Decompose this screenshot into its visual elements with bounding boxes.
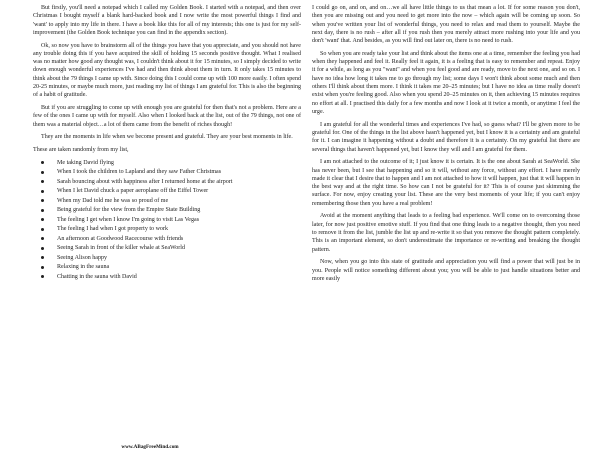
list-item: Me taking David flying (57, 159, 301, 167)
paragraph: But if you are struggling to come up with enough you are grateful for then that's not a problem. Here are a few of the ones I came up with for myself. Also when I looked back at the list, out of the 79 things, not one of them was a material object…a lot of them came from the benefit of riches though! (33, 105, 301, 128)
paragraph: I am grateful for all the wonderful times and experiences I've had, so guess what? I'll be given more to be grateful for. One of the things in the list above hasn't happened yet, but I know it is a certainty and am grateful for it. I can imagine it happening without a doubt and therefore it is a certainty. On my grateful list there are several things that haven't happened yet, but I know they will and I am grateful for them. (312, 121, 580, 153)
moments-list (33, 159, 301, 281)
list-item: The feeling I get when I know I'm going to visit Las Vegas (57, 216, 301, 224)
paragraph: Now, when you go into this state of gratitude and appreciation you will find a power that will just be in you. People will notice something different about you; you will be able to just handle situations better and more easily (312, 259, 580, 282)
paragraph: Avoid at the moment anything that leads to a feeling bad experience. We'll come on to overcoming those later, for now just positive emotive stuff. If you find that one thing leads to a negative thought, then you need to remove it from the list, jumble the list up and re-write it so that you remove the thought pattern completely. This is an important element, so don't underestimate the importance or re-writing and breaking the thought pattern. (312, 213, 580, 253)
list-item: Sarah bouncing about with happiness after I returned home at the airport (57, 178, 301, 186)
list-item: Chatting in the sauna with David (57, 273, 301, 281)
paragraph: I could go on, and on, and on…we all have little things to us that mean a lot. If for some reason you don't, then you are missing out and you need to get more into the now – which again will be coming up soon. So when you've written your list of wonderful things, you need to relax and read them to yourself. Maybe the next day, there is no rush – after all if you rush then you merely attract more rushing into your life and you don't 'want' that. And besides, as you will find out later on, there is no need to rush. (312, 5, 580, 45)
paragraph: Ok, so now you have to brainstorm all of the things you have that you appreciate, and you should not have any trouble doing this if you have acquired the skill of holding 15 seconds positive thought. What I realised was no matter how good any thought was, I couldn't think about it for 15 minutes, so I simply decided to write down enough wonderful experiences I've had and then think about them in turn. It only takes 15 minutes to think about the 79 things I came up with. Since doing this I could come up with 100 more easily. I often spend 20-25 minutes, or maybe much more, just reading my list of things I am grateful for. This is also the beginning of a habit of gratitude. (33, 42, 301, 99)
paragraph: I am not attached to the outcome of it; I just know it is certain. It is the one about Sarah at SeaWorld. She has never been, but I see that happening and so it will, without any force, without any effort. I have merely made it clear that I desire that to happen and I am not attached to how it will happen, just that it will happen in the best way and at the right time. So how can I not be grateful for it? This is of course just skimming the surface. For now, enjoy creating your list. These are the very best moments of your life; if you can't enjoy remembering those then you have a real problem! (312, 159, 580, 207)
paragraph: But firstly, you'll need a notepad which I called my Golden Book. I started with a notepad, and then over Christmas I bought myself a blank hard-backed book and I now write the most powerful things I find and 'want' to apply into my life in there. I have a book like this for all of my interests; this one is just for my self- improvement (the Golden Book technique you can find in the appendix section). (33, 5, 301, 36)
list-item: The feeling I had when I got property to work (57, 225, 301, 233)
list-item: When my Dad told me he was so proud of me (57, 197, 301, 205)
right-page (312, 4, 580, 288)
website-footer: www.ABagFreeMind.com (121, 444, 179, 450)
list-item: When I let David chuck a paper aeroplane off the Eiffel Tower (57, 187, 301, 195)
list-item: An afternoon at Goodwood Racecourse with friends (57, 235, 301, 243)
list-item: When I took the children to Lapland and they saw Father Christmas (57, 168, 301, 176)
paragraph: So when you are ready take your list and think about the items one at a time, remember the feeling you had when they happened and feel it. Really feel it again, it is a feeling that is easy to remember and repeat. Enjoy it for a while, as long as you "want" and when you feel good and are ready, move to the next one, and so on. I have no idea how long it takes me to go through my list; some days I won't think about some much and then others I'll think about them more. I think it takes me 20–25 minutes; but I have no idea as time really doesn't exist when you're feeling good. Also when you spend 20–25 minutes on it, then achieving 15 minutes requires no effort at all. I practised this daily for a few months and now I look at it twice a month, or anytime I feel the urge. (312, 50, 580, 115)
list-item: Being grateful for the view from the Empire State Building (57, 206, 301, 214)
list-item: Seeing Sarah in front of the killer whale at SeaWorld (57, 244, 301, 252)
list-intro: These are taken randomly from my list, (33, 147, 129, 154)
paragraph: They are the moments in life when we become present and grateful. They are your best moments in life. (41, 134, 293, 141)
list-item: Relaxing in the sauna (57, 263, 301, 271)
list-item: Seeing Alison happy (57, 254, 301, 262)
left-page (33, 4, 301, 282)
